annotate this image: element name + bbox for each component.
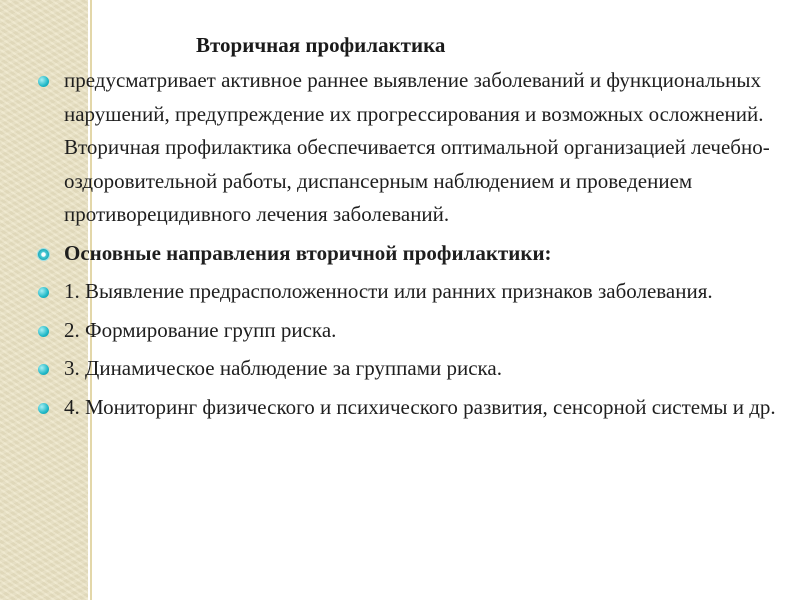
bullet-text: 1. Выявление предрасположенности или ранних признаков заболевания.: [64, 279, 713, 303]
bullet-dot-icon: [38, 364, 49, 375]
bullet-text: Основные направления вторичной профилактики:: [64, 240, 552, 265]
bullet-list: [38, 64, 778, 424]
bullet-text: 3. Динамическое наблюдение за группами риска.: [64, 356, 503, 380]
bullet-item-2: [38, 314, 778, 348]
bullet-item-definition: [38, 64, 778, 232]
slide-title: Вторичная профилактика: [196, 33, 446, 57]
bullet-dot-icon: [38, 76, 49, 87]
bullet-ring-icon: [38, 249, 49, 260]
bullet-text: 2. Формирование групп риска.: [64, 317, 337, 342]
bullet-dot-icon: [38, 403, 49, 414]
bullet-text: 4. Мониторинг физического и психического развития, сенсорной системы и др.: [64, 394, 776, 419]
bullet-text: предусматривает активное раннее выявление заболеваний и функциональных нарушений, предупреждение их прогрессирования и возможных осложнений. Вторичная профилактика обеспечивается оптимальной организацией лечебно-оздоровительной работы, диспансерным наблюдением и проведением противорецидивного лечения заболеваний.: [64, 68, 770, 226]
bullet-dot-icon: [38, 326, 49, 337]
bullet-item-3: [38, 352, 778, 386]
slide-content: [38, 32, 778, 429]
bullet-dot-icon: [38, 287, 49, 298]
bullet-item-directions-heading: [38, 237, 778, 271]
bullet-item-4: [38, 391, 778, 425]
bullet-item-1: [38, 275, 778, 309]
